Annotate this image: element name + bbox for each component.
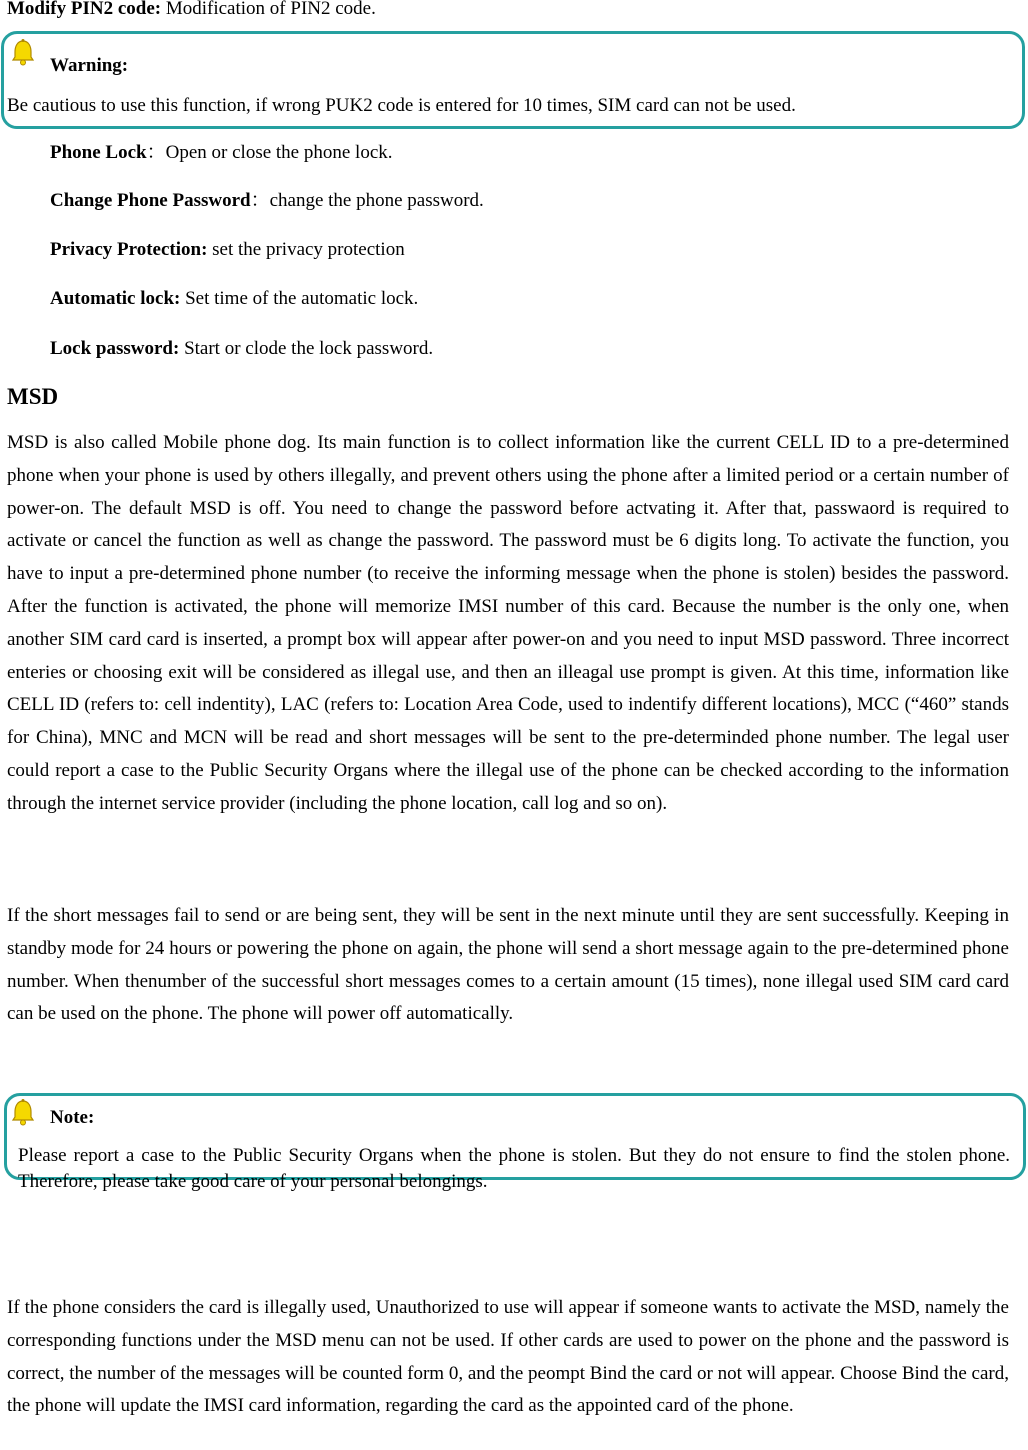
- item-privacy-protection: [50, 238, 405, 262]
- msd-paragraph-3: If the phone considers the card is illegally used, Unauthorized to use will appear if someone wants to activate the MSD, namely the corresponding functions under the MSD menu can not be used. If other cards are used to power on the phone and the password is correct, the number of the messages will be counted form 0, and the peompt Bind the card or not will appear. Choose Bind the card, the phone will update the IMSI card information, regarding the card as the appointed card of the phone.: [7, 1297, 1009, 1417]
- note-text: Please report a case to the Public Security Organs when the phone is stolen. But they do not ensure to find the stolen phone. Therefore, please take good care of your personal belongings.: [18, 1145, 1010, 1192]
- note-title: Note:: [50, 1107, 95, 1128]
- item-change-password: [50, 189, 484, 213]
- pin2-line: [7, 0, 376, 21]
- item-label: Phone Lock: [50, 142, 147, 163]
- bell-icon: [8, 37, 38, 67]
- msd-paragraph-2: If the short messages fail to send or are being sent, they will be sent in the next minute until they are sent successfully. Keeping in standby mode for 24 hours or powering the phone on again, the phone will send a short message again to the pre-determined phone number. When thenumber of the successful short messages comes to a certain amount (15 times), none illegal used SIM card card can be used on the phone. The phone will power off automatically.: [7, 905, 1009, 1025]
- item-lock-password: [50, 337, 433, 361]
- item-label: Privacy Protection:: [50, 239, 208, 260]
- section-heading-msd: MSD: [7, 384, 59, 409]
- item-label: Change Phone Password: [50, 190, 251, 211]
- item-label: Automatic lock:: [50, 288, 181, 309]
- item-automatic-lock: [50, 287, 418, 311]
- item-label: Lock password:: [50, 338, 180, 359]
- item-sep: ：: [146, 142, 166, 163]
- item-text: Open or close the phone lock.: [165, 142, 393, 163]
- warning-title: Warning:: [50, 55, 129, 76]
- item-text: set the privacy protection: [212, 239, 405, 260]
- item-phone-lock: [50, 141, 393, 165]
- pin2-label: Modify PIN2 code:: [7, 0, 162, 19]
- bell-icon: [8, 1097, 38, 1127]
- item-text: Set time of the automatic lock.: [185, 288, 419, 309]
- msd-paragraph-1: MSD is also called Mobile phone dog. Its main function is to collect information like the current CELL ID to a pre-determined phone when your phone is used by others illegally, and prevent others using the phone after a limited period or a certain number of power-on. The default MSD is off. You need to change the password before actvating it. After that, passwaord is required to activate or cancel the function as well as change the password. The password must be 6 digits long. To activate the function, you have to input a pre-determined phone number (to receive the informing message when the phone is stolen) besides the password. After the function is activated, the phone will memorize IMSI number of this card. Because the number is the only one, when another SIM card card is inserted, a prompt box will appear after power-on and you need to input MSD password. Three incorrect enteries or choosing exit will be considered as illegal use, and then an illeagal use prompt is given. At this time, information like CELL ID (refers to: cell indentity), LAC (refers to: Location Area Code, used to indentify different locations), MCC (“460” stands for China), MNC and MCN will be read and short messages will be sent to the pre-determinded phone number. The legal user could report a case to the Public Security Organs where the illegal use of the phone can be checked according to the information through the internet service provider (including the phone location, call log and so on).: [7, 432, 1009, 814]
- item-sep: ：: [250, 190, 270, 211]
- item-text: Start or clode the lock password.: [184, 338, 434, 359]
- pin2-text: Modification of PIN2 code.: [161, 0, 376, 19]
- warning-text: Be cautious to use this function, if wrong PUK2 code is entered for 10 times, SIM card can not be used.: [7, 95, 796, 116]
- item-text: change the phone password.: [269, 190, 484, 211]
